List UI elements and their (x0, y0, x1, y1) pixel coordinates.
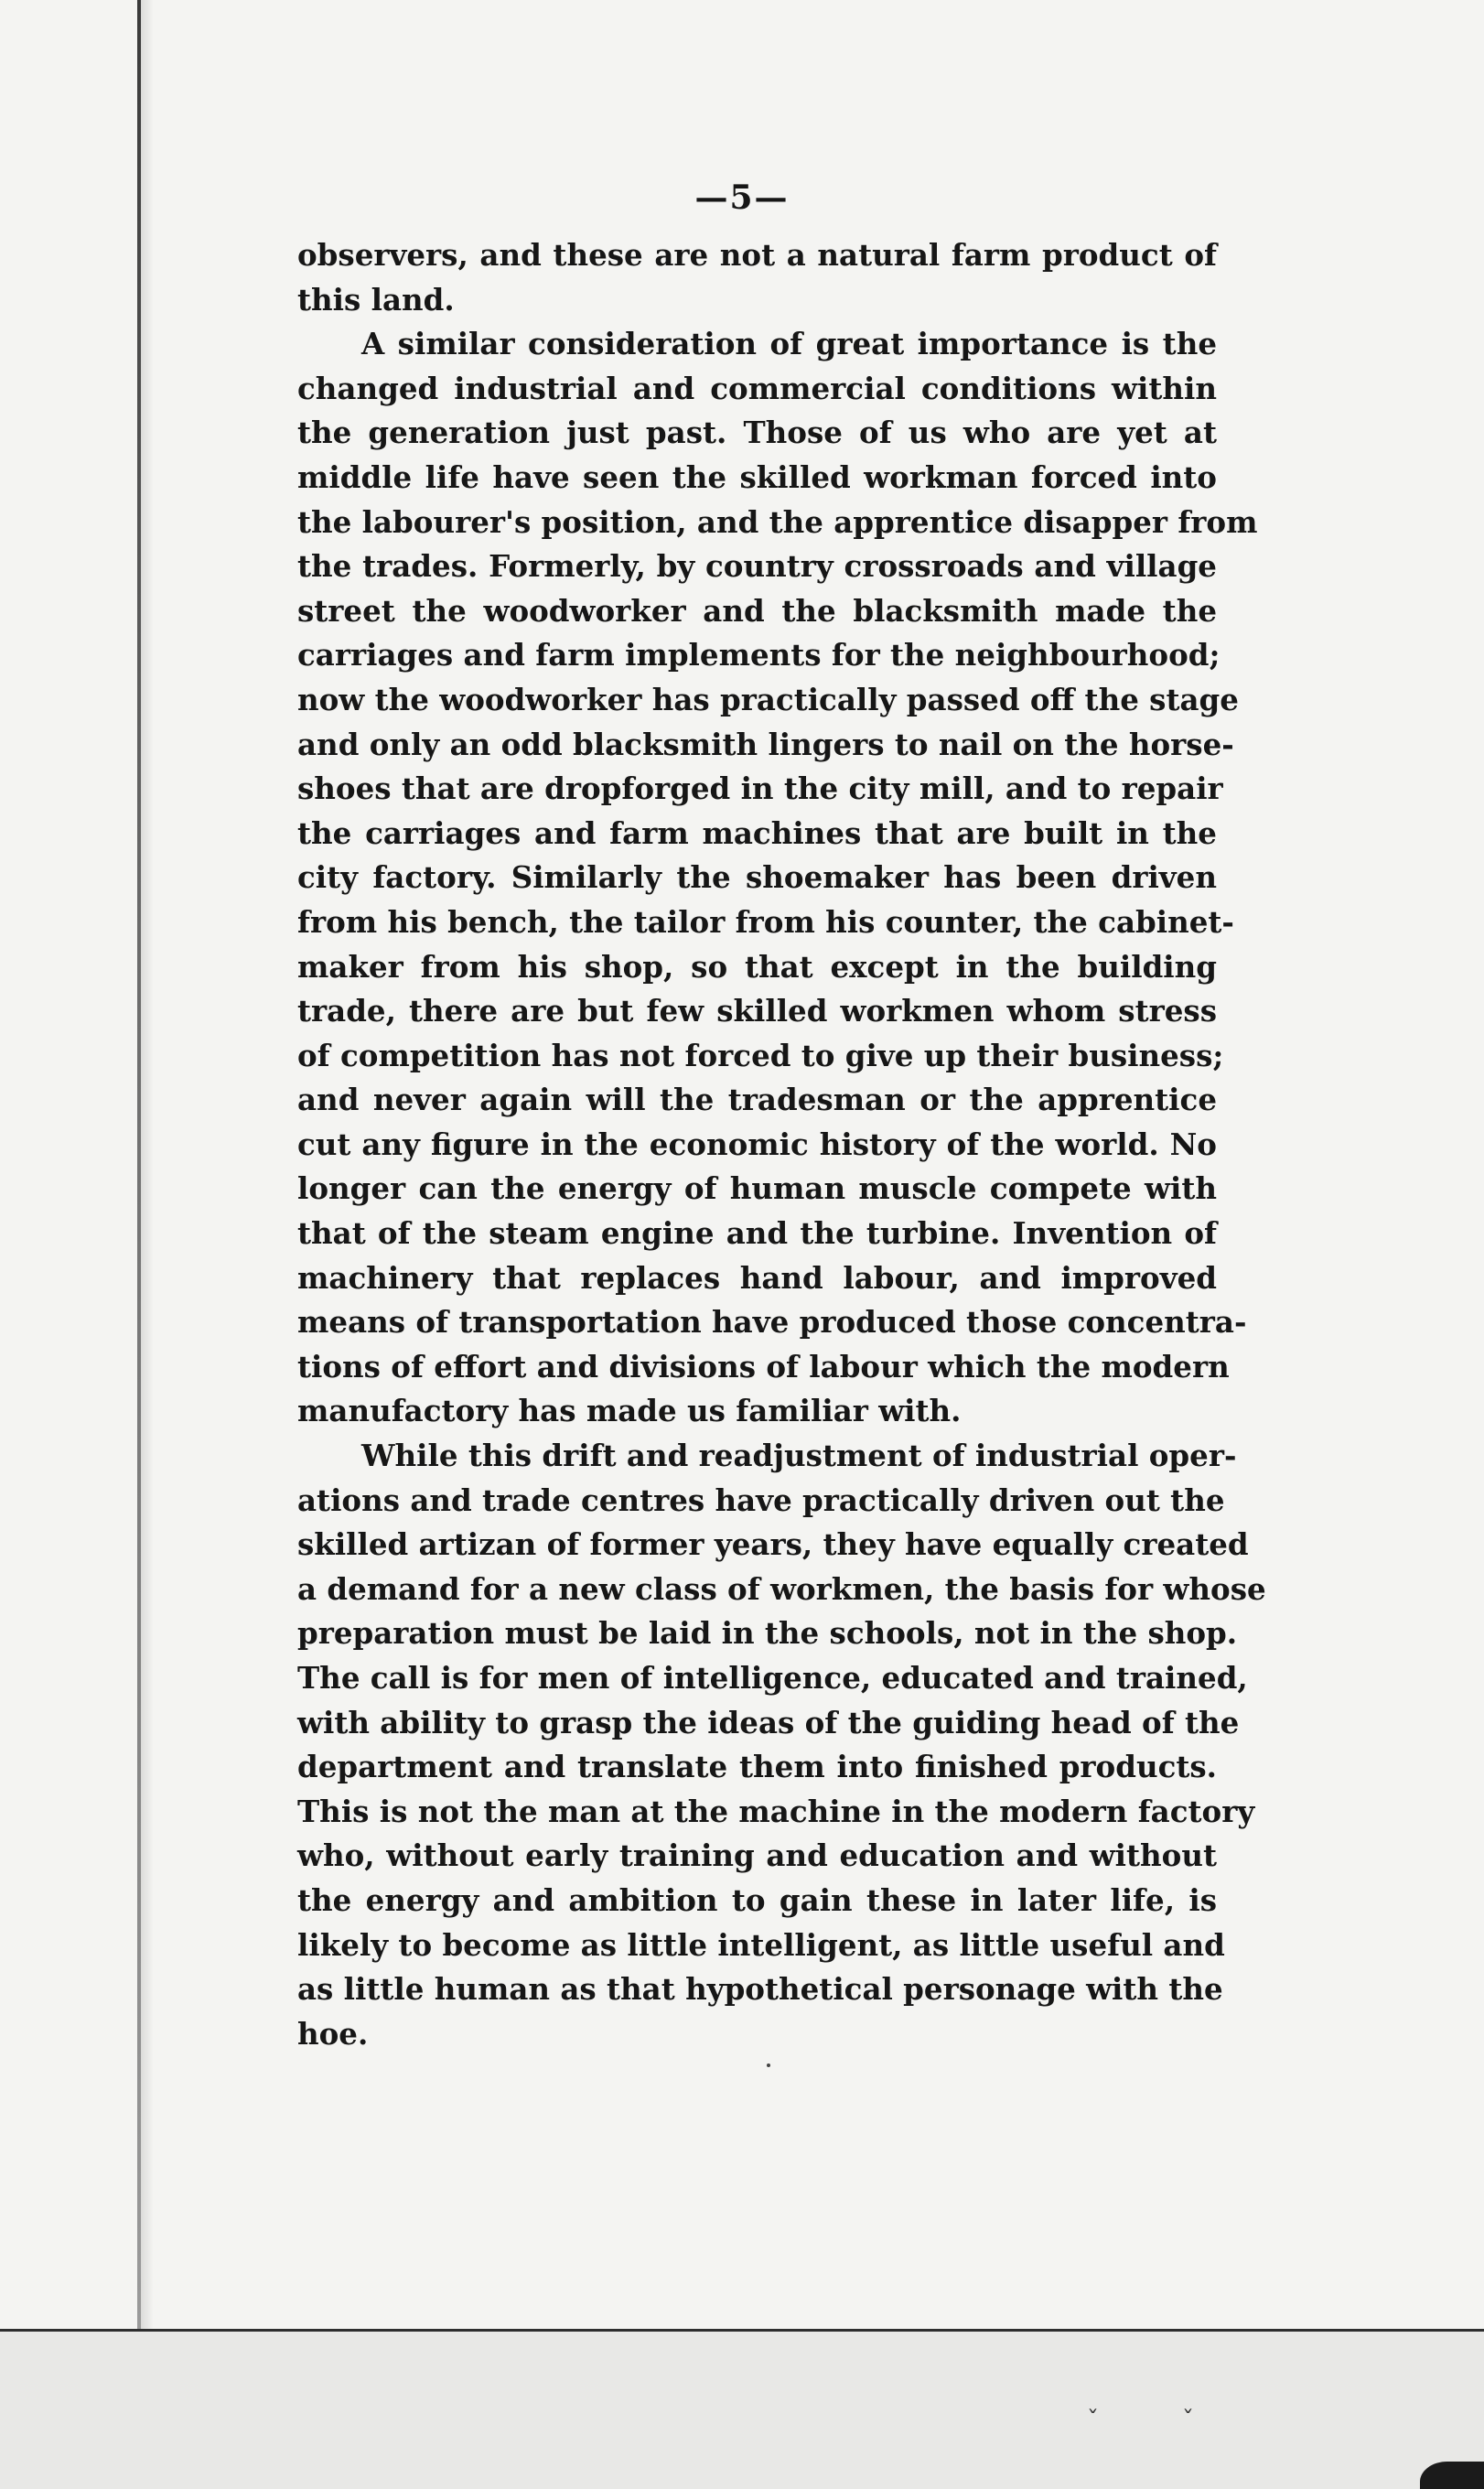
text-line: observers, and these are not a natural farm product of (297, 237, 1217, 273)
text-line: as little human as that hypothetical personage with the (297, 1971, 1223, 2008)
text-line: means of transportation have produced those concentra- (297, 1304, 1247, 1341)
text-line: of competition has not forced to give up their business; (297, 1037, 1224, 1073)
text-line: street the woodworker and the blacksmith made the (297, 592, 1217, 629)
text-line: While this drift and readjustment of industrial oper- (361, 1438, 1237, 1474)
text-line: machinery that replaces hand labour, and improved (297, 1259, 1217, 1296)
text-line: cut any figure in the economic history of the world. No (297, 1126, 1217, 1162)
text-line: tions of effort and divisions of labour which the modern (297, 1348, 1230, 1385)
text-line: the energy and ambition to gain these in later life, is (297, 1881, 1217, 1918)
text-line: middle life have seen the skilled workman forced into (297, 458, 1217, 495)
text-line: the labourer's position, and the apprentice disapper from (297, 503, 1258, 540)
text-line: carriages and farm implements for the neighbourhood; (297, 637, 1221, 673)
scan-bottom-margin (0, 2329, 1484, 2489)
text-line: and never again will the tradesman or the apprentice (297, 1082, 1217, 1118)
text-line: trade, there are but few skilled workmen whom stress (297, 993, 1217, 1029)
text-line: the trades. Formerly, by country crossroads and village (297, 548, 1217, 585)
text-line: likely to become as little intelligent, as little useful and (297, 1926, 1225, 1963)
scan-speck-mark: ˇ (1182, 2407, 1194, 2434)
text-line: from his bench, the tailor from his counter, the cabinet- (297, 903, 1234, 940)
text-line: A similar consideration of great importance is the (361, 326, 1217, 362)
text-line: longer can the energy of human muscle compete with (297, 1170, 1217, 1207)
text-line: skilled artizan of former years, they have equally created (297, 1526, 1249, 1563)
text-line: now the woodworker has practically passed off the stage (297, 681, 1239, 717)
text-line: city factory. Similarly the shoemaker has been driven (297, 859, 1217, 896)
text-line: The call is for men of intelligence, educated and trained, (297, 1660, 1248, 1696)
text-line: the generation just past. Those of us who are yet at (297, 415, 1217, 451)
text-line: ations and trade centres have practically driven out the (297, 1482, 1225, 1518)
spine-shadow (141, 0, 154, 2329)
corner-scan-artifact (1420, 2462, 1484, 2489)
text-line: that of the steam engine and the turbine. Invention of (297, 1215, 1217, 1252)
text-line: and only an odd blacksmith lingers to nail on the horse- (297, 726, 1234, 762)
text-line: the carriages and farm machines that are built in the (297, 814, 1217, 851)
text-line: with ability to grasp the ideas of the guiding head of the (297, 1704, 1240, 1740)
ink-speck (767, 2063, 770, 2067)
text-line: This is not the man at the machine in the modern factory (297, 1793, 1255, 1829)
text-line: changed industrial and commercial conditions within (297, 370, 1217, 406)
scan-speck-mark: ˇ (1087, 2407, 1099, 2434)
page-body-text (297, 233, 1266, 2056)
text-line: preparation must be laid in the schools, not in the shop. (297, 1615, 1238, 1652)
text-line: maker from his shop, so that except in the building (297, 948, 1217, 985)
text-line: this land. (297, 281, 455, 318)
text-line: hoe. (297, 2015, 369, 2052)
text-line: department and translate them into finished products. (297, 1749, 1217, 1785)
text-line: a demand for a new class of workmen, the basis for whose (297, 1570, 1266, 1607)
text-line: who, without early training and education and without (297, 1837, 1217, 1874)
text-line: manufactory has made us familiar with. (297, 1393, 962, 1429)
text-line: shoes that are dropforged in the city mill, and to repair (297, 770, 1223, 807)
page-number: —5— (694, 178, 790, 217)
